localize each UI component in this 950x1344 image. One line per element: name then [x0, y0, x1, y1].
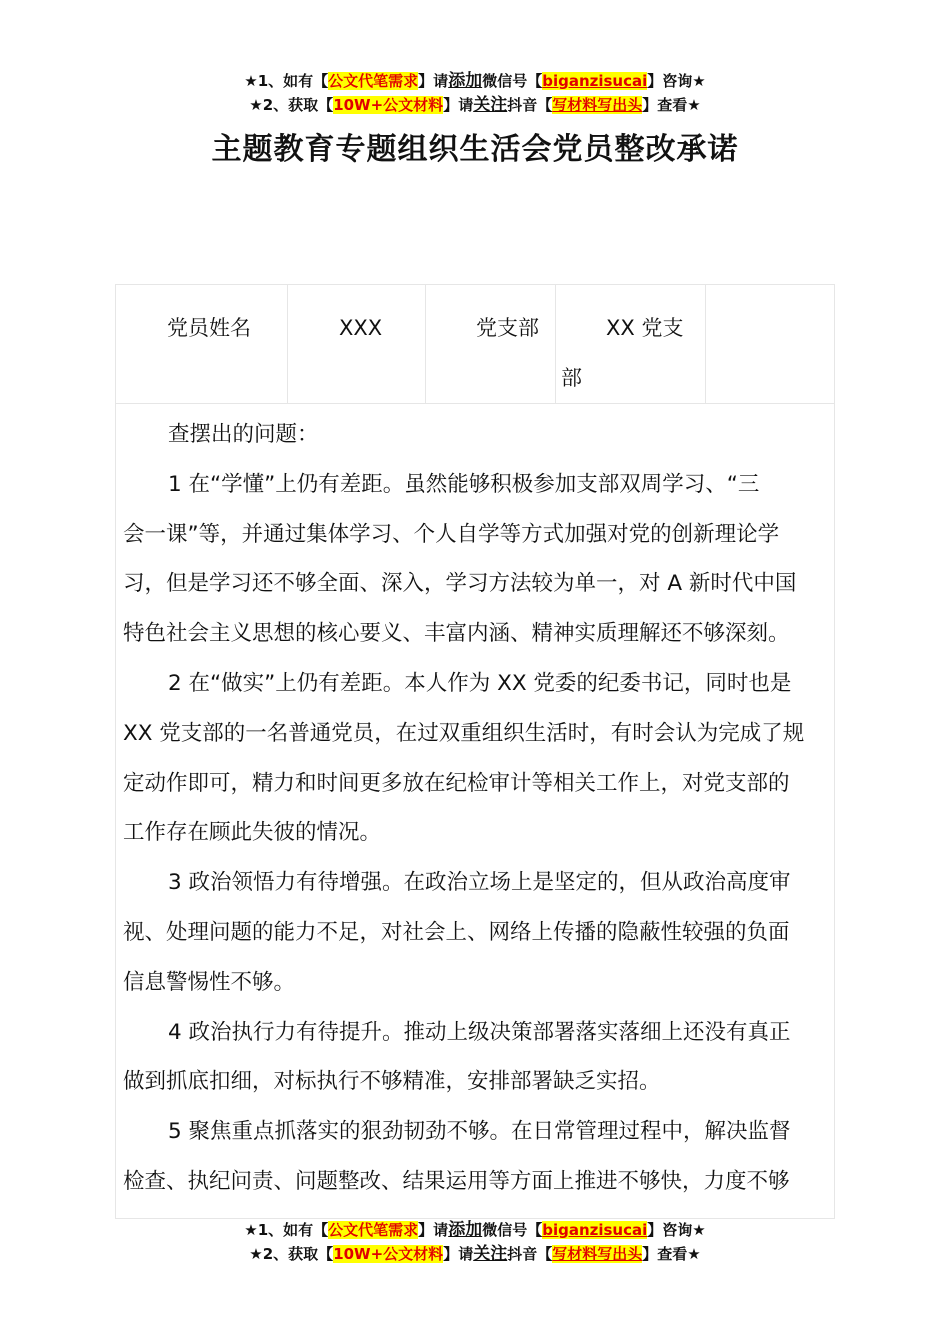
branch-value-line: XX 党支 — [606, 316, 684, 340]
promo-text: 微信号【 — [482, 72, 543, 90]
problem-paragraph — [123, 460, 834, 659]
promo-line-2 — [0, 1242, 950, 1266]
paragraph-line: 4 政治执行力有待提升。推动上级决策部署落实落细上还没有真正 — [168, 1019, 791, 1045]
promo-text: 】请 — [418, 72, 449, 90]
problem-paragraph — [123, 858, 834, 1007]
promo-highlight: 公文代笔需求 — [328, 72, 419, 90]
paragraph-line: 1 在“学懂”上仍有差距。虽然能够积极参加支部双周学习、“三 — [168, 471, 760, 497]
promo-text: ★1、如有【 — [244, 1221, 329, 1239]
paragraph-line: 习，但是学习还不够全面、深入，学习方法较为单一，对 A 新时代中国 — [123, 571, 797, 597]
paragraph-line: 做到抓底扣细，对标执行不够精准，安排部署缺乏实招。 — [123, 1069, 661, 1095]
paragraph-line: 查摆出的问题： — [168, 422, 319, 447]
paragraph-line: 工作存在顾此失彼的情况。 — [123, 820, 382, 846]
paragraph-line: 3 政治领悟力有待增强。在政治立场上是坚定的，但从政治高度审 — [168, 870, 791, 896]
promo-douyin-id: 写材料写出头 — [552, 1245, 643, 1263]
promo-emphasis: 关注 — [473, 95, 508, 115]
name-value: XXX — [339, 316, 383, 340]
paragraph-line: XX 党支部的一名普通党员，在过双重组织生活时，有时会认为完成了规 — [123, 720, 805, 746]
paragraph-line: 会一课”等，并通过集体学习、个人自学等方式加强对党的创新理论学 — [123, 521, 780, 547]
promo-text: 】咨询★ — [647, 72, 706, 90]
paragraph-line: 信息警惕性不够。 — [123, 969, 296, 995]
problems-content — [116, 404, 834, 1218]
promo-text: 微信号【 — [482, 1221, 543, 1239]
promo-emphasis: 关注 — [473, 1244, 508, 1264]
promo-text: 】请 — [443, 1245, 474, 1263]
promo-text: 】请 — [418, 1221, 449, 1239]
promo-text: 】查看★ — [642, 1245, 701, 1263]
promo-text: ★2、获取【 — [249, 1245, 334, 1263]
promo-text: ★1、如有【 — [244, 72, 329, 90]
name-label: 党员姓名 — [167, 316, 251, 340]
promo-line-1 — [0, 69, 950, 93]
branch-value-line: 部 — [561, 366, 582, 390]
promo-douyin-id: 写材料写出头 — [552, 96, 643, 114]
paragraph-line: 2 在“做实”上仍有差距。本人作为 XX 党委的纪委书记，同时也是 — [168, 670, 792, 696]
paragraph-line: 5 聚焦重点抓落实的狠劲韧劲不够。在日常管理过程中，解决监督 — [168, 1119, 791, 1145]
branch-label: 党支部 — [476, 316, 539, 340]
document-title: 主题教育专题组织生活会党员整改承诺 — [211, 132, 739, 167]
paragraph-line: 定动作即可，精力和时间更多放在纪检审计等相关工作上，对党支部的 — [123, 770, 790, 796]
paragraph-line: 特色社会主义思想的核心要义、丰富内涵、精神实质理解还不够深刻。 — [123, 621, 790, 647]
problem-paragraph — [123, 1008, 834, 1108]
problem-paragraph — [123, 659, 834, 858]
promo-line-1 — [0, 1218, 950, 1242]
commitment-table — [115, 284, 835, 1219]
paragraph-line: 视、处理问题的能力不足，对社会上、网络上传播的隐蔽性较强的负面 — [123, 919, 790, 945]
promo-text: 抖音【 — [507, 96, 553, 114]
promo-text: 】查看★ — [642, 96, 701, 114]
promo-text: 】请 — [443, 96, 474, 114]
promo-highlight: 10W+公文材料 — [333, 1245, 444, 1263]
promo-highlight: 10W+公文材料 — [333, 96, 444, 114]
promo-line-2 — [0, 93, 950, 117]
promo-text: 】咨询★ — [647, 1221, 706, 1239]
branch-value — [556, 285, 705, 403]
problem-paragraph — [123, 1107, 834, 1207]
problems-heading — [123, 410, 834, 460]
promo-text: ★2、获取【 — [249, 96, 334, 114]
promo-text: 抖音【 — [507, 1245, 553, 1263]
promo-emphasis: 添加 — [448, 71, 483, 91]
promo-wechat-id: biganzisucai — [542, 1221, 648, 1239]
promo-wechat-id: biganzisucai — [542, 72, 648, 90]
promo-banner-top — [0, 69, 950, 117]
promo-highlight: 公文代笔需求 — [328, 1221, 419, 1239]
promo-emphasis: 添加 — [448, 1220, 483, 1240]
paragraph-line: 检查、执纪问责、问题整改、结果运用等方面上推进不够快，力度不够 — [123, 1168, 790, 1194]
promo-banner-bottom — [0, 1218, 950, 1266]
